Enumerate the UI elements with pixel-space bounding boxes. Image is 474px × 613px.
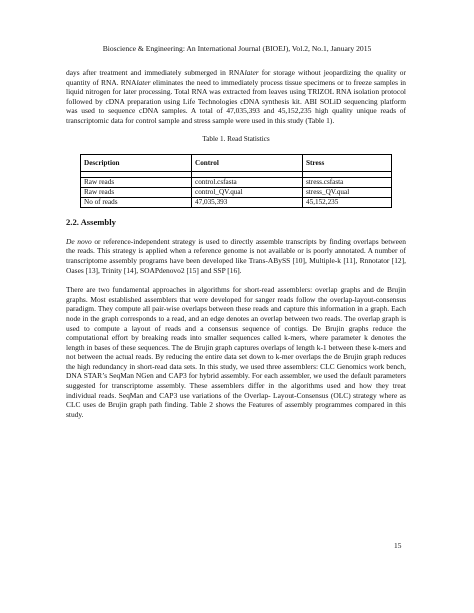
italic-de-novo: De novo	[66, 236, 92, 246]
header-description: Description	[81, 155, 192, 172]
table-row	[81, 178, 392, 188]
table-cell: Raw reads	[81, 178, 192, 188]
journal-header: Bioscience & Engineering: An International Journal (BIOEJ), Vol.2, No.1, January 2015	[102, 44, 372, 53]
paragraph-de-novo	[66, 237, 406, 275]
paragraph-rna-extraction	[66, 68, 406, 126]
paragraph-assembly-approaches: There are two fundamental approaches in algorithms for short-read assemblers: overlap graphs and de Brujin graphs. Most established assemblers that were developed for sanger reads follow the overlap-layout-consensus paradigm. They compute all pair-wise overlaps between these reads and capture this information in a graph. Each node in the graph corresponds to a read, and an edge denotes an overlap between two reads. The overlap graph is used to compute a layout of reads and a consensus sequence of contigs. De Brujin graphs reduce the computational effort by breaking reads into smaller sequences called k-mers, where parameter k denotes the length in bases of these sequences. The de Brujin graph captures overlaps of length k-1 between these k-mers and not between the actual reads. By reducing the entire data set down to k-mer overlaps the de Brujin graph reduces the high redundancy in short-read data sets. In this study, we used three assemblers: CLC Genomics work bench, DNA STAR’s SeqMan NGen and CAP3 for hybrid assembly. For each assembler, we used the default parameters suggested for transcriptome assembly. These assemblers differ in the algorithms used and how they treat individual reads. SeqMan and CAP3 use variations of the Overlap- Layout-Consensus (OLC) strategy where as CLC uses de Brujin graph path finding. Table 2 shows the Features of assembly programmes compared in this study.	[66, 285, 406, 419]
table-row	[81, 198, 392, 208]
italic-later: later	[244, 68, 259, 77]
header-control: Control	[192, 155, 303, 172]
table-header-row	[81, 155, 392, 172]
article-body	[66, 68, 406, 419]
table-cell: control.csfasta	[192, 178, 303, 188]
header-stress: Stress	[303, 155, 392, 172]
table-cell: Raw reads	[81, 188, 192, 198]
read-statistics-table	[80, 154, 392, 208]
table-cell: control_QV.qual	[192, 188, 303, 198]
table-cell: stress_QV.qual	[303, 188, 392, 198]
table-cell: No of reads	[81, 198, 192, 208]
text-run: eliminates the need to immediately process tissue specimens or to freeze samples in liquid nitrogen for later processing. Total RNA was extracted from leaves using TRIZOL RNA isolation protocol followed by cDNA preparation using Life Technologies cDNA synthesis kit. ABI SOLiD sequencing platform was used to sequence cDNA samples. A total of 47,035,393 and 45,152,235 high quality unique reads of transcriptomic data for control sample and stress sample were used in this study (Table 1).	[66, 77, 406, 125]
italic-later: later	[136, 77, 151, 87]
page-number: 15	[394, 541, 402, 550]
text-run: or reference-independent strategy is used to directly assemble transcripts by finding overlaps between the reads. This strategy is applied when a reference genome is not available or is poorly annotated. A number of transcriptome assembly programs have been developed like Trans-ABySS [10], Multiple-k [11], Rnnotator [12], Oases [13], Trinity [14], SOAPdenovo2 [15] and SSP [16].	[66, 236, 406, 275]
text-run: days after treatment and immediately submerged in RNA	[66, 68, 245, 77]
table-cell: 45,152,235	[303, 198, 392, 208]
table-row	[81, 188, 392, 198]
section-heading: 2.2. Assembly	[66, 217, 116, 228]
table-cell: stress.csfasta	[303, 178, 392, 188]
table-caption: Table 1. Read Statistics	[202, 134, 270, 143]
table-cell: 47,035,393	[192, 198, 303, 208]
text-run: for storage without jeopardizing the quality or quantity of RNA. RNA	[66, 68, 406, 87]
